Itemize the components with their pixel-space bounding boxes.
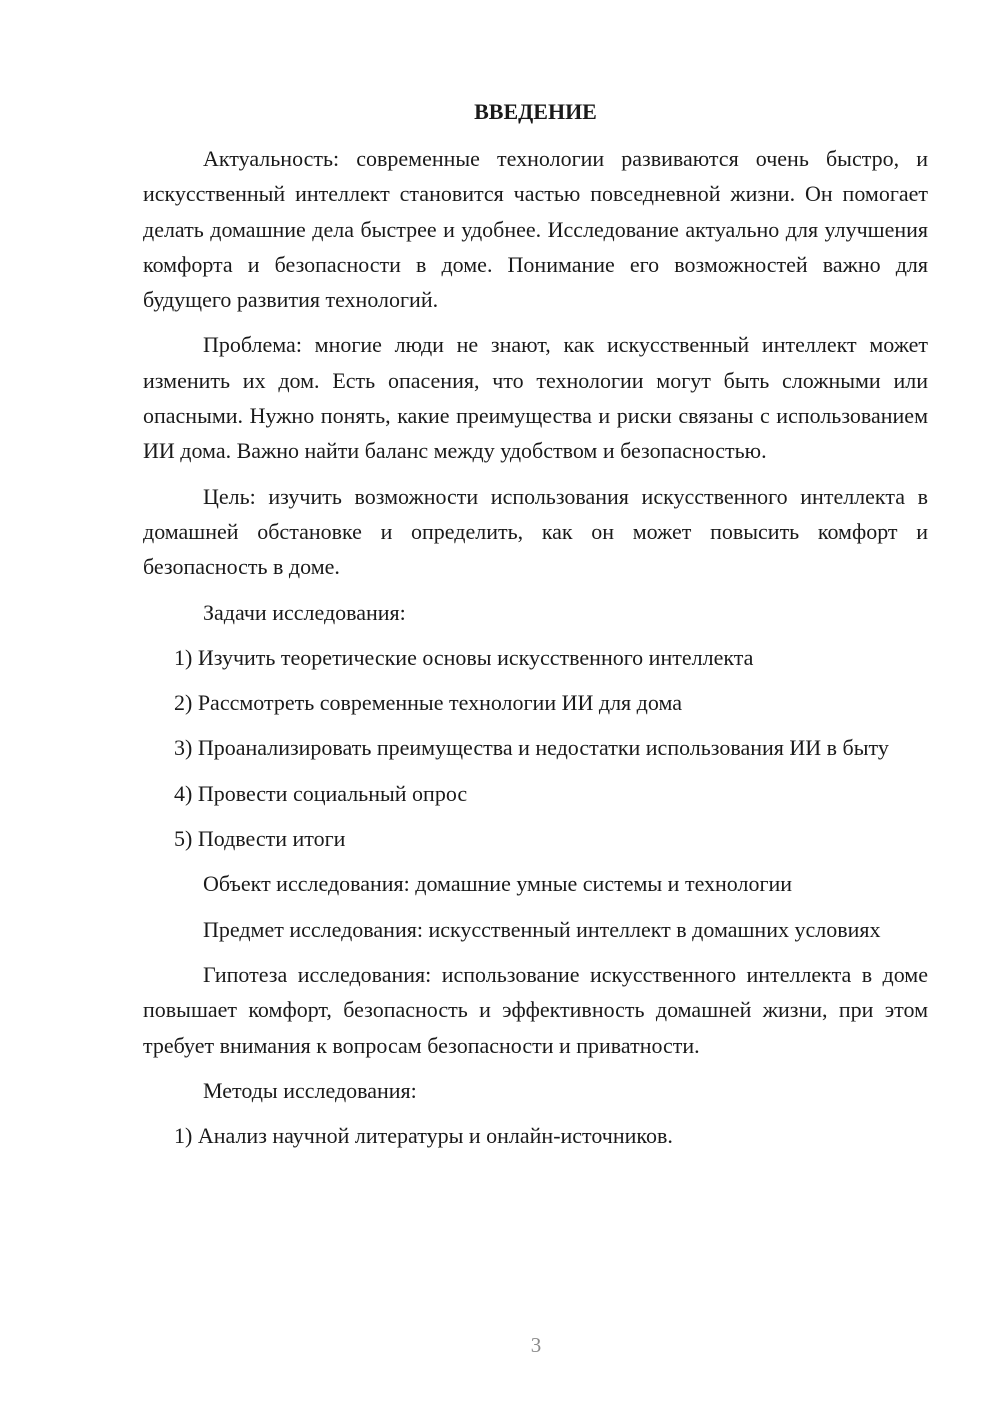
goal-paragraph: Цель: изучить возможности использования искусственного интеллекта в домашней обстановке и определить, как он может повысить комфорт и безопасность в доме. xyxy=(143,483,928,580)
task-item-1: 1) Изучить теоретические основы искусственного интеллекта xyxy=(174,644,754,670)
object-paragraph: Объект исследования: домашние умные системы и технологии xyxy=(203,871,793,897)
relevance-paragraph: Актуальность: современные технологии развиваются очень быстро, и искусственный интеллект становится частью повседневной жизни. Он помогает делать домашние дела быстрее и удобнее. Исследование актуально для улучшения комфорта и безопасности в доме. Понимание его возможностей важно для будущего развития технологий. xyxy=(143,146,928,313)
methods-title: Методы исследования: xyxy=(203,1077,417,1103)
task-item-2: 2) Рассмотреть современные технологии ИИ для дома xyxy=(174,690,682,716)
page-number: 3 xyxy=(530,1333,542,1357)
task-item-4: 4) Провести социальный опрос xyxy=(174,780,468,806)
section-heading: ВВЕДЕНИЕ xyxy=(474,99,597,124)
page-content xyxy=(143,94,928,1163)
tasks-title: Задачи исследования: xyxy=(203,599,406,625)
task-item-3: 3) Проанализировать преимущества и недостатки использования ИИ в быту xyxy=(174,735,889,761)
task-item-5: 5) Подвести итоги xyxy=(174,826,346,852)
hypothesis-paragraph: Гипотеза исследования: использование искусственного интеллекта в доме повышает комфорт, безопасность и эффективность домашней жизни, при этом требует внимания к вопросам безопасности и приватности. xyxy=(143,961,928,1058)
method-item-1: 1) Анализ научной литературы и онлайн-источников. xyxy=(174,1123,673,1149)
subject-paragraph: Предмет исследования: искусственный интеллект в домашних условиях xyxy=(203,916,881,942)
problem-paragraph: Проблема: многие люди не знают, как искусственный интеллект может изменить их дом. Есть опасения, что технологии могут быть сложными или опасными. Нужно понять, какие преимущества и риски связаны с использованием ИИ дома. Важно найти баланс между удобством и безопасностью. xyxy=(143,332,928,464)
